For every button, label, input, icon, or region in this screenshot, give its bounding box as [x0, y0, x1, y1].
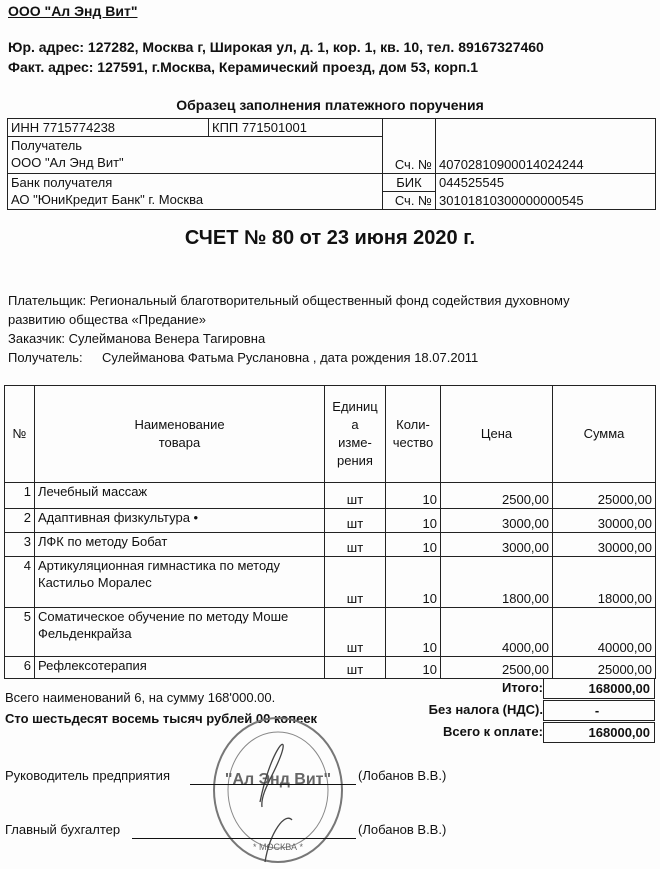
col-name-l1: Наименование	[134, 417, 225, 432]
table-row	[5, 657, 656, 679]
bank-name: АО "ЮниКредит Банк" г. Москва	[11, 192, 204, 207]
table-row	[5, 533, 656, 557]
col-unit-l4: рения	[337, 453, 373, 468]
item-unit: шт	[325, 657, 386, 679]
account-label: Сч. №	[383, 119, 436, 174]
item-name: Соматическое обучение по методу Моше Фельденкрайза	[35, 608, 325, 657]
item-sum: 25000,00	[553, 483, 656, 509]
col-qty-l2: чество	[392, 435, 434, 450]
item-unit: шт	[325, 557, 386, 608]
item-price: 2500,00	[441, 657, 553, 679]
vat-value: -	[543, 700, 655, 721]
items-table	[4, 385, 656, 679]
director-label: Руководитель предприятия	[5, 768, 170, 783]
customer: Заказчик: Сулейманова Венера Тагировна	[8, 331, 266, 346]
recipient-label: Получатель	[11, 138, 83, 153]
recipient-label: Получатель:	[8, 350, 83, 365]
item-name: Артикуляционная гимнастика по методу Кастильо Моралес	[35, 557, 325, 608]
amount-in-words: Сто шестьдесят восемь тысяч рублей 00 копеек	[5, 711, 318, 726]
corr-account: 30101810300000000545	[436, 192, 656, 210]
due-value: 168000,00	[543, 722, 655, 743]
table-row	[5, 509, 656, 533]
item-qty: 10	[386, 533, 441, 557]
item-price: 3000,00	[441, 509, 553, 533]
total-label: Итого:	[502, 680, 543, 695]
col-unit-l1: Единиц	[332, 399, 378, 414]
accountant-name: (Лобанов В.В.)	[358, 822, 447, 837]
item-number: 5	[5, 608, 35, 657]
corr-account-label: Сч. №	[383, 192, 436, 210]
total-value: 168000,00	[543, 678, 655, 699]
col-unit-l2: а	[351, 417, 359, 432]
accountant-signature-line	[132, 822, 356, 839]
item-name: Рефлексотерапия	[35, 657, 325, 679]
items-count-summary: Всего наименований 6, на сумму 168'000.00.	[5, 690, 276, 705]
item-number: 1	[5, 483, 35, 509]
item-unit: шт	[325, 533, 386, 557]
table-row	[5, 483, 656, 509]
recipient-name: ООО "Ал Энд Вит"	[11, 155, 124, 170]
table-row	[5, 557, 656, 608]
account-number: 40702810900014024244	[436, 119, 656, 174]
item-sum: 18000,00	[553, 557, 656, 608]
col-qty	[386, 386, 441, 483]
col-unit-l3: изме-	[338, 435, 372, 450]
recipient: Сулейманова Фатьма Руслановна , дата рождения 18.07.2011	[102, 350, 479, 365]
item-sum: 30000,00	[553, 509, 656, 533]
col-name-l2: товара	[158, 435, 201, 450]
director-signature-line	[190, 768, 356, 785]
col-sum: Сумма	[553, 386, 656, 483]
item-unit: шт	[325, 608, 386, 657]
payer-line-1: Плательщик: Региональный благотворительный общественный фонд содействия духовному	[8, 293, 570, 308]
item-qty: 10	[386, 657, 441, 679]
item-name: Адаптивная физкультура •	[35, 509, 325, 533]
item-qty: 10	[386, 608, 441, 657]
col-unit	[325, 386, 386, 483]
col-qty-l1: Коли-	[396, 417, 430, 432]
item-number: 2	[5, 509, 35, 533]
col-num: №	[5, 386, 35, 483]
item-number: 3	[5, 533, 35, 557]
director-name: (Лобанов В.В.)	[358, 768, 447, 783]
bik: 044525545	[436, 174, 656, 192]
payer-line-2: развитию общества «Предание»	[8, 312, 206, 327]
item-sum: 25000,00	[553, 657, 656, 679]
item-price: 2500,00	[441, 483, 553, 509]
item-unit: шт	[325, 483, 386, 509]
stamp-center-text: "Ал Энд Вит"	[224, 771, 332, 788]
invoice-title: СЧЕТ № 80 от 23 июня 2020 г.	[184, 227, 476, 249]
item-price: 4000,00	[441, 608, 553, 657]
vat-label: Без налога (НДС).	[428, 702, 543, 717]
item-price: 3000,00	[441, 533, 553, 557]
item-qty: 10	[386, 557, 441, 608]
item-name: ЛФК по методу Бобат	[35, 533, 325, 557]
col-name	[35, 386, 325, 483]
item-number: 6	[5, 657, 35, 679]
col-price: Цена	[441, 386, 553, 483]
company-name: ООО "Ал Энд Вит"	[8, 3, 138, 19]
item-qty: 10	[386, 483, 441, 509]
table-row	[5, 608, 656, 657]
item-qty: 10	[386, 509, 441, 533]
kpp: КПП 771501001	[209, 119, 383, 137]
due-label: Всего к оплате:	[443, 724, 543, 739]
item-sum: 40000,00	[553, 608, 656, 657]
bank-section-title: Образец заполнения платежного поручения	[176, 97, 484, 113]
bank-label: Банк получателя	[11, 175, 113, 190]
actual-address: Факт. адрес: 127591, г.Москва, Керамический проезд, дом 53, корп.1	[8, 59, 479, 75]
stamp-bottom-text: * МОСКВА *	[253, 842, 303, 852]
item-sum: 30000,00	[553, 533, 656, 557]
inn: ИНН 7715774238	[8, 119, 209, 137]
legal-address: Юр. адрес: 127282, Москва г, Широкая ул, д. 1, кор. 1, кв. 10, тел. 89167327460	[8, 39, 544, 55]
item-name: Лечебный массаж	[35, 483, 325, 509]
company-stamp	[200, 712, 360, 869]
bik-label: БИК	[383, 174, 436, 192]
item-unit: шт	[325, 509, 386, 533]
accountant-label: Главный бухгалтер	[5, 822, 121, 837]
bank-details-table	[7, 118, 656, 210]
item-number: 4	[5, 557, 35, 608]
item-price: 1800,00	[441, 557, 553, 608]
